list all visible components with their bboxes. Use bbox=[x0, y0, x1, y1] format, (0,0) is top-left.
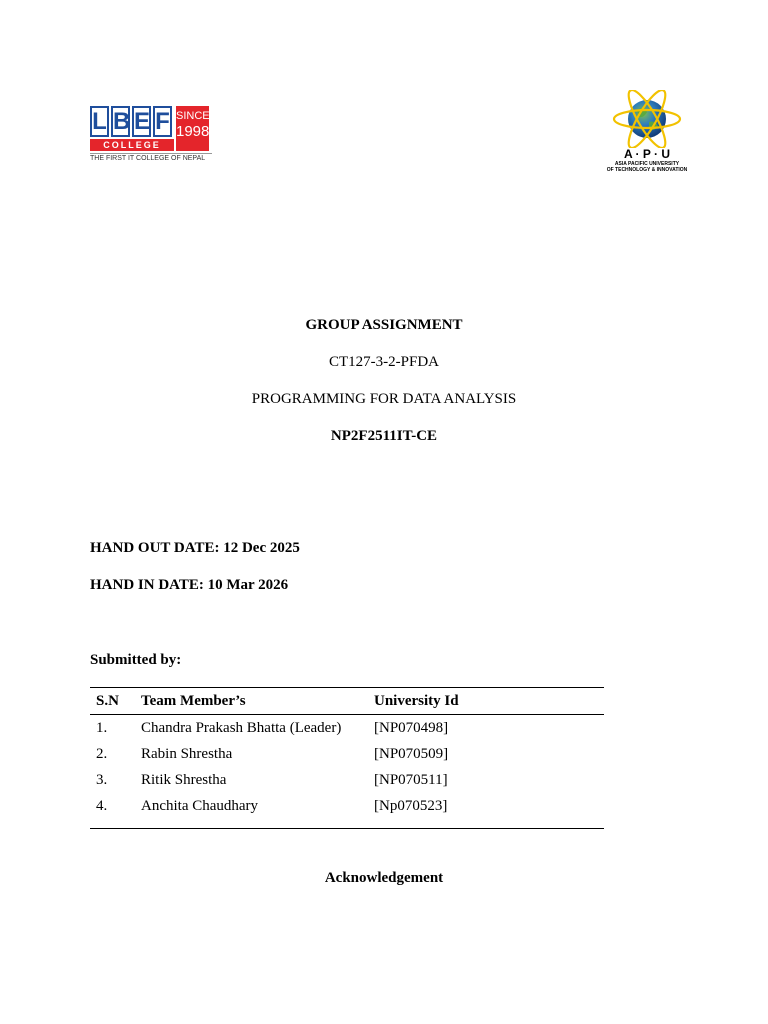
lbef-since-year: 1998 bbox=[176, 123, 210, 140]
member-sn: 3. bbox=[96, 771, 108, 788]
member-name: Anchita Chaudhary bbox=[141, 797, 259, 814]
lbef-since-label: SINCE bbox=[176, 110, 210, 122]
table-row bbox=[90, 715, 604, 742]
member-university-id: [NP070509] bbox=[374, 745, 449, 762]
lbef-letter: E bbox=[134, 108, 151, 135]
assignment-type: GROUP ASSIGNMENT bbox=[305, 317, 463, 333]
intake-code: NP2F2511IT-CE bbox=[330, 428, 438, 444]
lbef-letter: B bbox=[113, 108, 131, 135]
table-row bbox=[90, 793, 604, 829]
hand-out-date: HAND OUT DATE: 12 Dec 2025 bbox=[90, 540, 300, 556]
lbef-letter: F bbox=[153, 106, 172, 137]
apu-university-name bbox=[603, 161, 691, 173]
table-header-row bbox=[90, 688, 604, 715]
member-sn: 4. bbox=[96, 797, 108, 814]
module-name: PROGRAMMING FOR DATA ANALYSIS bbox=[251, 391, 517, 407]
table-row bbox=[90, 741, 604, 767]
apu-university-logo bbox=[603, 90, 691, 174]
member-sn: 1. bbox=[96, 719, 108, 736]
lbef-since-badge bbox=[176, 106, 209, 151]
team-members-table bbox=[90, 687, 604, 829]
column-header-sn: S.N bbox=[96, 692, 119, 709]
apu-letters: A · P · U bbox=[623, 147, 670, 161]
member-name: Ritik Shrestha bbox=[141, 771, 227, 788]
member-university-id: [NP070511] bbox=[374, 771, 448, 788]
member-name: Rabin Shrestha bbox=[141, 745, 233, 762]
lbef-letter: L bbox=[90, 106, 109, 137]
submitted-by-label: Submitted by: bbox=[90, 652, 182, 668]
apu-university-line1: ASIA PACIFIC UNIVERSITY bbox=[614, 161, 680, 167]
apu-university-line2: OF TECHNOLOGY & INNOVATION bbox=[606, 167, 688, 173]
module-code: CT127-3-2-PFDA bbox=[328, 354, 439, 370]
acknowledgement-heading: Acknowledgement bbox=[324, 870, 444, 886]
member-university-id: [Np070523] bbox=[374, 797, 448, 814]
table-row bbox=[90, 767, 604, 793]
lbef-college-logo bbox=[90, 104, 212, 162]
lbef-tagline: THE FIRST IT COLLEGE OF NEPAL bbox=[90, 153, 212, 163]
lbef-letters bbox=[90, 106, 174, 137]
member-sn: 2. bbox=[96, 745, 108, 762]
column-header-university-id: University Id bbox=[374, 692, 459, 709]
lbef-college-label: COLLEGE bbox=[90, 139, 174, 151]
globe-atom-icon bbox=[611, 90, 683, 148]
hand-in-date: HAND IN DATE: 10 Mar 2026 bbox=[90, 577, 289, 593]
member-university-id: [NP070498] bbox=[374, 719, 449, 736]
column-header-team-member: Team Member’s bbox=[141, 692, 246, 709]
member-name: Chandra Prakash Bhatta (Leader) bbox=[141, 719, 342, 736]
